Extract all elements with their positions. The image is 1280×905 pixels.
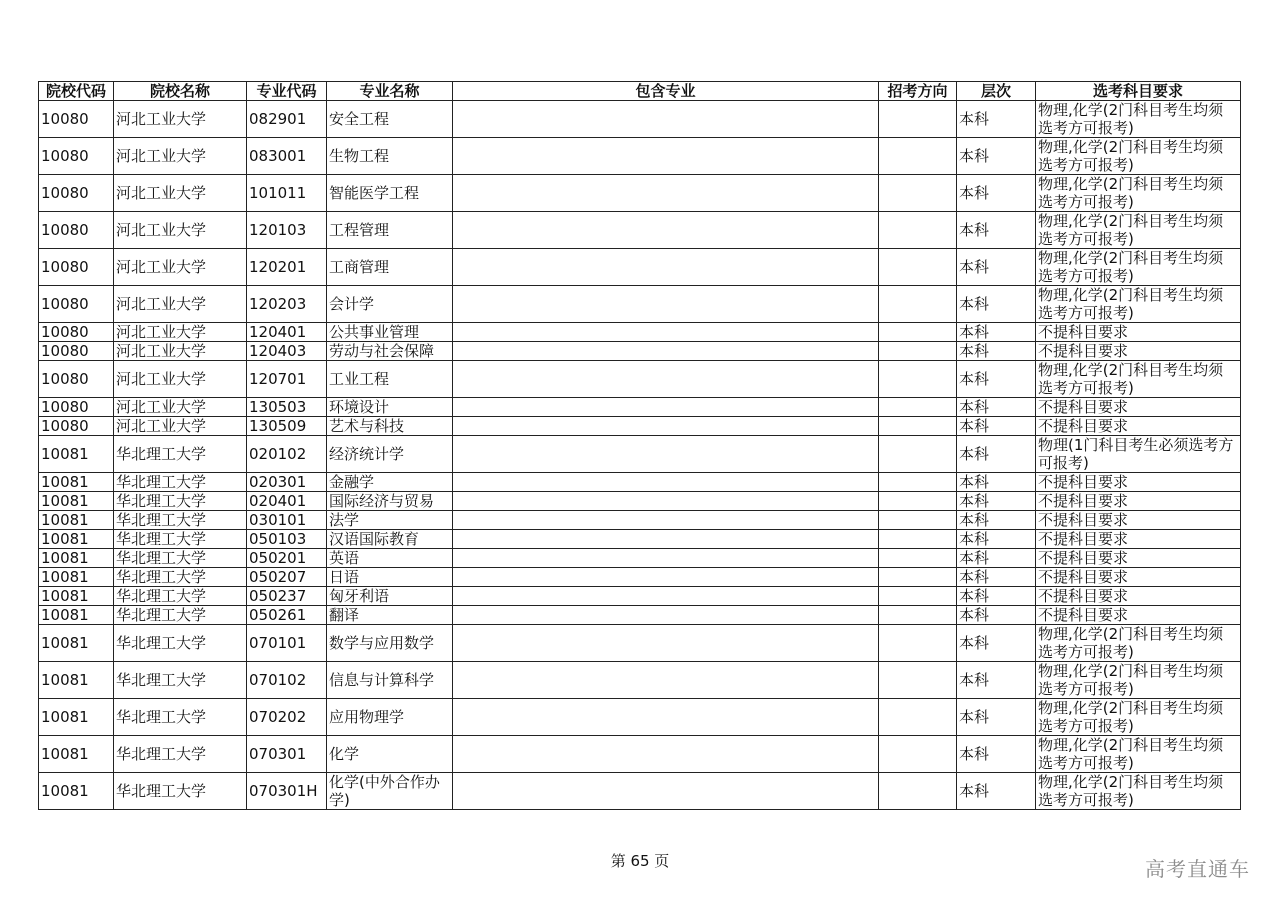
header-direction: 招考方向 — [879, 82, 957, 101]
cell-included-majors — [453, 492, 879, 511]
cell-school-code: 10080 — [39, 342, 114, 361]
cell-direction — [879, 473, 957, 492]
cell-major-code: 120401 — [247, 323, 327, 342]
table-row — [39, 101, 1241, 138]
cell-school-code: 10081 — [39, 625, 114, 662]
cell-level: 本科 — [957, 175, 1036, 212]
cell-included-majors — [453, 587, 879, 606]
cell-school-code: 10081 — [39, 699, 114, 736]
cell-school-name: 华北理工大学 — [114, 436, 247, 473]
cell-level: 本科 — [957, 568, 1036, 587]
cell-subject-requirement: 不提科目要求 — [1036, 606, 1241, 625]
table-row — [39, 530, 1241, 549]
cell-direction — [879, 361, 957, 398]
cell-level: 本科 — [957, 249, 1036, 286]
cell-included-majors — [453, 549, 879, 568]
cell-major-code: 070102 — [247, 662, 327, 699]
cell-major-name: 公共事业管理 — [327, 323, 453, 342]
cell-school-code: 10080 — [39, 398, 114, 417]
cell-major-code: 070101 — [247, 625, 327, 662]
cell-major-code: 050201 — [247, 549, 327, 568]
cell-direction — [879, 568, 957, 587]
cell-level: 本科 — [957, 773, 1036, 810]
cell-level: 本科 — [957, 492, 1036, 511]
cell-major-name: 应用物理学 — [327, 699, 453, 736]
cell-major-code: 020102 — [247, 436, 327, 473]
cell-school-code: 10080 — [39, 175, 114, 212]
cell-included-majors — [453, 773, 879, 810]
cell-school-code: 10081 — [39, 568, 114, 587]
cell-level: 本科 — [957, 398, 1036, 417]
cell-level: 本科 — [957, 101, 1036, 138]
cell-level: 本科 — [957, 286, 1036, 323]
cell-included-majors — [453, 286, 879, 323]
cell-school-code: 10081 — [39, 549, 114, 568]
cell-major-code: 070301H — [247, 773, 327, 810]
cell-major-code: 020401 — [247, 492, 327, 511]
cell-level: 本科 — [957, 699, 1036, 736]
cell-school-name: 华北理工大学 — [114, 511, 247, 530]
cell-major-name: 汉语国际教育 — [327, 530, 453, 549]
cell-school-code: 10080 — [39, 286, 114, 323]
cell-major-code: 130509 — [247, 417, 327, 436]
cell-direction — [879, 530, 957, 549]
header-school-code: 院校代码 — [39, 82, 114, 101]
table-row — [39, 175, 1241, 212]
cell-direction — [879, 212, 957, 249]
table-row — [39, 587, 1241, 606]
cell-major-code: 050261 — [247, 606, 327, 625]
cell-level: 本科 — [957, 361, 1036, 398]
cell-subject-requirement: 物理,化学(2门科目考生均须选考方可报考) — [1036, 773, 1241, 810]
cell-school-code: 10080 — [39, 249, 114, 286]
cell-major-name: 会计学 — [327, 286, 453, 323]
table-row — [39, 323, 1241, 342]
cell-major-name: 化学 — [327, 736, 453, 773]
cell-major-code: 050207 — [247, 568, 327, 587]
cell-subject-requirement: 物理(1门科目考生必须选考方可报考) — [1036, 436, 1241, 473]
cell-school-name: 华北理工大学 — [114, 530, 247, 549]
cell-major-code: 120201 — [247, 249, 327, 286]
cell-direction — [879, 398, 957, 417]
cell-subject-requirement: 物理,化学(2门科目考生均须选考方可报考) — [1036, 625, 1241, 662]
cell-level: 本科 — [957, 473, 1036, 492]
cell-major-name: 国际经济与贸易 — [327, 492, 453, 511]
cell-school-code: 10081 — [39, 662, 114, 699]
cell-subject-requirement: 物理,化学(2门科目考生均须选考方可报考) — [1036, 699, 1241, 736]
cell-included-majors — [453, 175, 879, 212]
cell-included-majors — [453, 342, 879, 361]
cell-school-code: 10081 — [39, 530, 114, 549]
cell-direction — [879, 101, 957, 138]
cell-direction — [879, 417, 957, 436]
cell-included-majors — [453, 473, 879, 492]
cell-subject-requirement: 物理,化学(2门科目考生均须选考方可报考) — [1036, 662, 1241, 699]
cell-subject-requirement: 不提科目要求 — [1036, 587, 1241, 606]
table-row — [39, 511, 1241, 530]
table-row — [39, 625, 1241, 662]
cell-direction — [879, 175, 957, 212]
cell-subject-requirement: 不提科目要求 — [1036, 530, 1241, 549]
cell-school-code: 10081 — [39, 773, 114, 810]
cell-subject-requirement: 不提科目要求 — [1036, 492, 1241, 511]
table-row — [39, 473, 1241, 492]
cell-major-name: 环境设计 — [327, 398, 453, 417]
cell-school-code: 10080 — [39, 212, 114, 249]
cell-direction — [879, 587, 957, 606]
table-row — [39, 606, 1241, 625]
cell-included-majors — [453, 511, 879, 530]
cell-major-code: 120203 — [247, 286, 327, 323]
cell-school-code: 10081 — [39, 587, 114, 606]
cell-included-majors — [453, 662, 879, 699]
cell-subject-requirement: 不提科目要求 — [1036, 549, 1241, 568]
header-subject-requirement: 选考科目要求 — [1036, 82, 1241, 101]
table-row — [39, 549, 1241, 568]
cell-major-name: 艺术与科技 — [327, 417, 453, 436]
cell-subject-requirement: 物理,化学(2门科目考生均须选考方可报考) — [1036, 101, 1241, 138]
table-row — [39, 662, 1241, 699]
cell-major-code: 030101 — [247, 511, 327, 530]
cell-school-code: 10080 — [39, 417, 114, 436]
table-row — [39, 417, 1241, 436]
cell-school-code: 10080 — [39, 138, 114, 175]
cell-direction — [879, 511, 957, 530]
cell-included-majors — [453, 323, 879, 342]
cell-subject-requirement: 物理,化学(2门科目考生均须选考方可报考) — [1036, 361, 1241, 398]
cell-level: 本科 — [957, 212, 1036, 249]
table-row — [39, 699, 1241, 736]
cell-level: 本科 — [957, 549, 1036, 568]
cell-included-majors — [453, 101, 879, 138]
cell-major-code: 120701 — [247, 361, 327, 398]
table-row — [39, 212, 1241, 249]
cell-major-name: 生物工程 — [327, 138, 453, 175]
cell-school-name: 河北工业大学 — [114, 398, 247, 417]
cell-school-name: 华北理工大学 — [114, 549, 247, 568]
cell-school-name: 华北理工大学 — [114, 736, 247, 773]
table-row — [39, 492, 1241, 511]
cell-subject-requirement: 不提科目要求 — [1036, 398, 1241, 417]
cell-level: 本科 — [957, 625, 1036, 662]
cell-major-name: 英语 — [327, 549, 453, 568]
cell-subject-requirement: 物理,化学(2门科目考生均须选考方可报考) — [1036, 138, 1241, 175]
cell-major-name: 经济统计学 — [327, 436, 453, 473]
cell-level: 本科 — [957, 530, 1036, 549]
cell-school-code: 10081 — [39, 606, 114, 625]
cell-direction — [879, 492, 957, 511]
cell-school-name: 河北工业大学 — [114, 342, 247, 361]
cell-major-code: 020301 — [247, 473, 327, 492]
cell-major-name: 匈牙利语 — [327, 587, 453, 606]
cell-subject-requirement: 不提科目要求 — [1036, 568, 1241, 587]
cell-subject-requirement: 不提科目要求 — [1036, 511, 1241, 530]
header-major-code: 专业代码 — [247, 82, 327, 101]
header-school-name: 院校名称 — [114, 82, 247, 101]
cell-direction — [879, 773, 957, 810]
cell-subject-requirement: 物理,化学(2门科目考生均须选考方可报考) — [1036, 249, 1241, 286]
cell-school-name: 河北工业大学 — [114, 323, 247, 342]
cell-school-name: 华北理工大学 — [114, 606, 247, 625]
cell-major-code: 050103 — [247, 530, 327, 549]
cell-school-code: 10081 — [39, 436, 114, 473]
cell-included-majors — [453, 138, 879, 175]
cell-school-name: 河北工业大学 — [114, 249, 247, 286]
cell-major-name: 工业工程 — [327, 361, 453, 398]
cell-major-code: 070202 — [247, 699, 327, 736]
cell-major-code: 130503 — [247, 398, 327, 417]
cell-level: 本科 — [957, 511, 1036, 530]
table-row — [39, 286, 1241, 323]
table-row — [39, 436, 1241, 473]
table-row — [39, 568, 1241, 587]
cell-major-code: 120403 — [247, 342, 327, 361]
cell-major-name: 安全工程 — [327, 101, 453, 138]
cell-major-name: 日语 — [327, 568, 453, 587]
table-row — [39, 342, 1241, 361]
cell-major-code: 083001 — [247, 138, 327, 175]
cell-included-majors — [453, 212, 879, 249]
cell-major-name: 工程管理 — [327, 212, 453, 249]
header-major-name: 专业名称 — [327, 82, 453, 101]
cell-subject-requirement: 物理,化学(2门科目考生均须选考方可报考) — [1036, 175, 1241, 212]
cell-school-code: 10080 — [39, 323, 114, 342]
cell-school-name: 华北理工大学 — [114, 662, 247, 699]
header-included-majors: 包含专业 — [453, 82, 879, 101]
cell-major-code: 082901 — [247, 101, 327, 138]
cell-direction — [879, 342, 957, 361]
cell-direction — [879, 549, 957, 568]
cell-school-name: 华北理工大学 — [114, 473, 247, 492]
cell-subject-requirement: 物理,化学(2门科目考生均须选考方可报考) — [1036, 212, 1241, 249]
cell-direction — [879, 323, 957, 342]
cell-school-name: 河北工业大学 — [114, 138, 247, 175]
cell-direction — [879, 436, 957, 473]
cell-level: 本科 — [957, 417, 1036, 436]
cell-included-majors — [453, 398, 879, 417]
table-body — [39, 101, 1241, 810]
cell-school-code: 10080 — [39, 101, 114, 138]
cell-level: 本科 — [957, 606, 1036, 625]
cell-level: 本科 — [957, 587, 1036, 606]
cell-level: 本科 — [957, 736, 1036, 773]
cell-school-name: 华北理工大学 — [114, 568, 247, 587]
cell-direction — [879, 625, 957, 662]
cell-included-majors — [453, 568, 879, 587]
cell-direction — [879, 138, 957, 175]
cell-included-majors — [453, 530, 879, 549]
cell-major-name: 翻译 — [327, 606, 453, 625]
cell-subject-requirement: 物理,化学(2门科目考生均须选考方可报考) — [1036, 736, 1241, 773]
cell-level: 本科 — [957, 323, 1036, 342]
cell-major-code: 101011 — [247, 175, 327, 212]
cell-included-majors — [453, 736, 879, 773]
cell-school-name: 河北工业大学 — [114, 417, 247, 436]
header-level: 层次 — [957, 82, 1036, 101]
cell-school-name: 河北工业大学 — [114, 175, 247, 212]
cell-level: 本科 — [957, 436, 1036, 473]
cell-school-name: 河北工业大学 — [114, 286, 247, 323]
admission-requirements-table — [38, 81, 1241, 810]
cell-included-majors — [453, 436, 879, 473]
cell-major-name: 金融学 — [327, 473, 453, 492]
cell-school-name: 华北理工大学 — [114, 699, 247, 736]
cell-included-majors — [453, 606, 879, 625]
cell-major-code: 070301 — [247, 736, 327, 773]
cell-school-name: 华北理工大学 — [114, 625, 247, 662]
table-row — [39, 361, 1241, 398]
cell-direction — [879, 699, 957, 736]
table-row — [39, 398, 1241, 417]
cell-school-code: 10081 — [39, 492, 114, 511]
cell-school-name: 河北工业大学 — [114, 361, 247, 398]
cell-school-code: 10081 — [39, 511, 114, 530]
cell-school-code: 10080 — [39, 361, 114, 398]
cell-school-name: 华北理工大学 — [114, 492, 247, 511]
header-row — [39, 82, 1241, 101]
cell-direction — [879, 662, 957, 699]
cell-school-name: 华北理工大学 — [114, 773, 247, 810]
cell-major-name: 劳动与社会保障 — [327, 342, 453, 361]
cell-direction — [879, 286, 957, 323]
cell-major-name: 数学与应用数学 — [327, 625, 453, 662]
cell-direction — [879, 606, 957, 625]
cell-level: 本科 — [957, 342, 1036, 361]
cell-school-name: 华北理工大学 — [114, 587, 247, 606]
cell-subject-requirement: 不提科目要求 — [1036, 323, 1241, 342]
cell-included-majors — [453, 417, 879, 436]
cell-included-majors — [453, 361, 879, 398]
cell-level: 本科 — [957, 138, 1036, 175]
cell-included-majors — [453, 699, 879, 736]
watermark: 高考直通车 — [1145, 857, 1250, 881]
cell-major-code: 050237 — [247, 587, 327, 606]
cell-subject-requirement: 不提科目要求 — [1036, 473, 1241, 492]
cell-level: 本科 — [957, 662, 1036, 699]
cell-subject-requirement: 物理,化学(2门科目考生均须选考方可报考) — [1036, 286, 1241, 323]
cell-school-name: 河北工业大学 — [114, 212, 247, 249]
cell-direction — [879, 736, 957, 773]
cell-school-code: 10081 — [39, 473, 114, 492]
table-row — [39, 736, 1241, 773]
cell-major-name: 化学(中外合作办学) — [327, 773, 453, 810]
cell-major-name: 智能医学工程 — [327, 175, 453, 212]
cell-major-name: 信息与计算科学 — [327, 662, 453, 699]
table-row — [39, 249, 1241, 286]
cell-included-majors — [453, 249, 879, 286]
cell-major-name: 法学 — [327, 511, 453, 530]
cell-direction — [879, 249, 957, 286]
cell-major-code: 120103 — [247, 212, 327, 249]
cell-subject-requirement: 不提科目要求 — [1036, 342, 1241, 361]
cell-included-majors — [453, 625, 879, 662]
page-number: 第 65 页 — [610, 852, 670, 870]
cell-school-code: 10081 — [39, 736, 114, 773]
cell-school-name: 河北工业大学 — [114, 101, 247, 138]
cell-subject-requirement: 不提科目要求 — [1036, 417, 1241, 436]
cell-major-name: 工商管理 — [327, 249, 453, 286]
table-row — [39, 773, 1241, 810]
table-row — [39, 138, 1241, 175]
